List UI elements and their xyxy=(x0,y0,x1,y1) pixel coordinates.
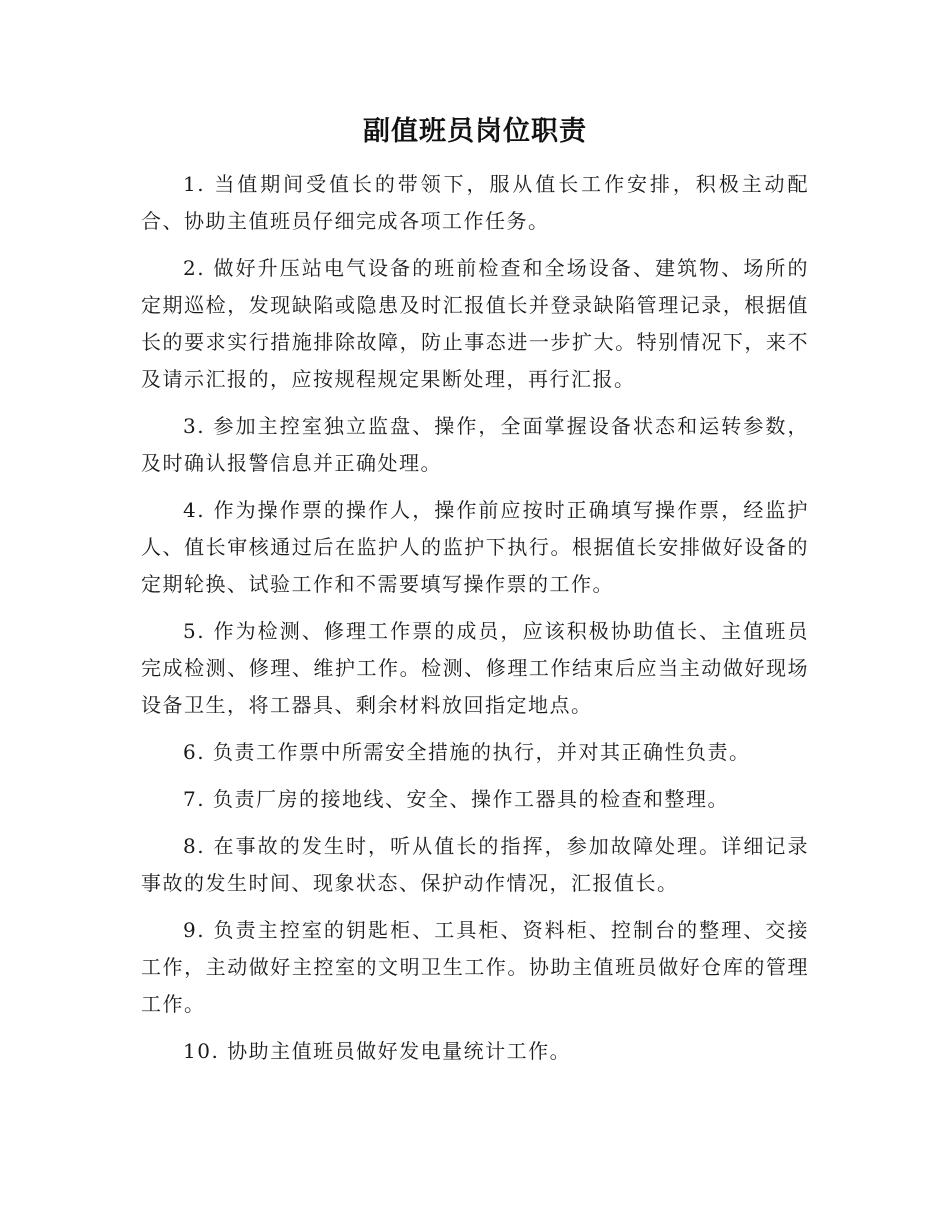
duty-item-7: 7. 负责厂房的接地线、安全、操作工器具的检查和整理。 xyxy=(183,787,729,811)
duty-item-2: 2. 做好升压站电气设备的班前检查和全场设备、建筑物、场所的定期巡检，发现缺陷或隐患及时汇报值长并登录缺陷管理记录，根据值长的要求实行措施排除故障，防止事态进一步扩大。特别情况下，来不及请示汇报的，应按规程规定果断处理，再行汇报。 xyxy=(141,256,809,391)
duty-item-1: 1. 当值期间受值长的带领下，服从值长工作安排，积极主动配合、协助主值班员仔细完成各项工作任务。 xyxy=(141,172,809,233)
duty-item-3: 3. 参加主控室独立监盘、操作，全面掌握设备状态和运转参数，及时确认报警信息并正确处理。 xyxy=(141,414,809,475)
page-title: 副值班员岗位职责 xyxy=(363,116,587,147)
document-page xyxy=(141,112,809,1080)
duty-item-4: 4. 作为操作票的操作人，操作前应按时正确填写操作票，经监护人、值长审核通过后在监护人的监护下执行。根据值长安排做好设备的定期轮换、试验工作和不需要填写操作票的工作。 xyxy=(141,498,809,596)
duty-item-6: 6. 负责工作票中所需安全措施的执行，并对其正确性负责。 xyxy=(183,740,751,764)
duty-item-8: 8. 在事故的发生时，听从值长的指挥，参加故障处理。详细记录事故的发生时间、现象状态、保护动作情况，汇报值长。 xyxy=(141,834,809,895)
duty-item-5: 5. 作为检测、修理工作票的成员，应该积极协助值长、主值班员完成检测、修理、维护工作。检测、修理工作结束后应当主动做好现场设备卫生，将工器具、剩余材料放回指定地点。 xyxy=(141,619,809,717)
duty-item-9: 9. 负责主控室的钥匙柜、工具柜、资料柜、控制台的整理、交接工作，主动做好主控室的文明卫生工作。协助主值班员做好仓库的管理工作。 xyxy=(141,918,809,1016)
duty-item-10: 10. 协助主值班员做好发电量统计工作。 xyxy=(183,1039,572,1063)
